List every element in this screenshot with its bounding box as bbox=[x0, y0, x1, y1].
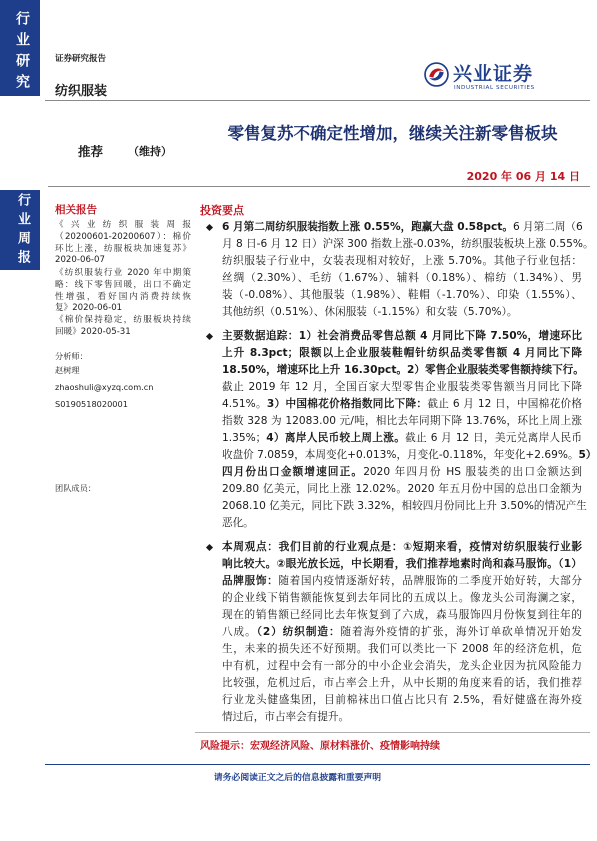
text-line bbox=[222, 430, 582, 447]
body-text: 截止 6 月 12 日，美元兑离岸人民币 bbox=[405, 432, 582, 444]
disclaimer-footer: 请务必阅读正文之后的信息披露和重要声明 bbox=[213, 773, 382, 783]
bold-text: 响比较大。②眼光放长远，中长期看，我们推荐地素时尚和森马服饰。（1） bbox=[222, 558, 582, 570]
text-line bbox=[55, 292, 191, 304]
body-text: 截止 2019 年 12 月，全国百家大型零售企业服装类零售额当月同比下降 bbox=[222, 381, 582, 393]
text-line bbox=[222, 379, 582, 396]
text-line bbox=[222, 675, 582, 692]
risk-label: 风险提示： bbox=[200, 741, 250, 752]
logo-name-cn: 兴业证券 bbox=[453, 63, 534, 85]
summary-bullet bbox=[222, 219, 594, 321]
line-text: （20200601-20200607）：棉价 bbox=[55, 231, 191, 242]
body-text: 其他纺织（0.51%）、休闲服装（-1.15%）和女装（5.70%）。 bbox=[222, 306, 518, 318]
xingye-securities-emblem-icon bbox=[424, 62, 449, 87]
line-text: 2020-06-07 bbox=[55, 255, 105, 266]
text-line bbox=[222, 396, 582, 413]
body-text: 恶化。 bbox=[222, 517, 254, 529]
text-line bbox=[222, 236, 594, 253]
sidebar-report-type-label: 行业周报 bbox=[15, 193, 30, 269]
body-text: 6 月第二周（6 bbox=[512, 221, 583, 233]
text-line bbox=[222, 515, 582, 532]
text-line bbox=[55, 255, 191, 267]
text-line bbox=[222, 481, 582, 498]
text-line bbox=[222, 658, 582, 675]
related-reports-heading: 相关报告 bbox=[55, 204, 97, 216]
text-line bbox=[222, 607, 582, 624]
industry-label: 纺织服装 bbox=[55, 84, 108, 99]
text-line bbox=[222, 219, 582, 236]
related-report-entry bbox=[55, 268, 191, 315]
text-line bbox=[222, 573, 582, 590]
body-text: 截止 6 月 12 日，中国棉花价格 bbox=[427, 398, 583, 410]
bold-text: 5） bbox=[578, 449, 597, 461]
body-text: 丝绸（2.30%）、毛纺（1.67%）、辅料（0.18%）、棉纺（1.34%）、男 bbox=[222, 272, 582, 284]
body-text: 随着海外疫情的扩张，海外订单砍单情况开始发 bbox=[340, 626, 582, 638]
text-line bbox=[55, 220, 191, 232]
summary-bullet bbox=[222, 539, 582, 726]
logo-name-en: INDUSTRIAL SECURITIES bbox=[454, 85, 535, 91]
bullet-diamond-icon bbox=[206, 544, 213, 551]
text-line bbox=[222, 641, 582, 658]
analyst-certificate: S0190518020001 bbox=[55, 399, 128, 409]
line-text: 复》2020-06-01 bbox=[55, 303, 123, 314]
line-text: 回暖》2020-05-31 bbox=[55, 326, 131, 337]
line-text: 《兴业纺织服装周报 bbox=[55, 220, 191, 230]
text-line bbox=[55, 232, 191, 244]
text-line bbox=[55, 327, 191, 339]
report-date: 2020 年 06 月 14 日 bbox=[466, 170, 580, 183]
sidebar-category-label: 行业研究 bbox=[14, 11, 30, 95]
header-divider bbox=[45, 100, 590, 101]
title-divider bbox=[48, 186, 590, 187]
body-text: 随着国内疫情逐渐好转，品牌服饰的二季度开始好转，大部分 bbox=[278, 575, 583, 587]
risk-text: 宏观经济风险、原材料涨价、疫情影响持续 bbox=[250, 741, 440, 752]
text-line bbox=[55, 303, 191, 315]
bold-text: 6 月第二周纺织服装指数上涨 0.55%，跑赢大盘 0.58pct。 bbox=[222, 221, 513, 233]
body-text: 八成。 bbox=[222, 626, 257, 638]
text-line bbox=[222, 709, 582, 726]
text-line bbox=[55, 244, 191, 256]
bold-text: （2）纺织制造： bbox=[256, 626, 341, 638]
bullet-diamond-icon bbox=[206, 224, 213, 231]
body-text: 现在的销售额已经同比去年恢复到了六成，森马服饰四月份恢复到往年的 bbox=[222, 609, 582, 621]
body-text: 中有机，过程中会有一部分的中小企业会消失，龙头企业因为抗风险能力 bbox=[222, 660, 582, 672]
body-text: 收盘价 7.0859，本周变化+0.013%，月变化-0.118%，年变化+2.69%。 bbox=[222, 449, 579, 461]
team-members-label: 团队成员： bbox=[55, 483, 96, 493]
text-line bbox=[222, 556, 582, 573]
body-text: 209.80 亿美元，同比上涨 12.02%。2020 年五月份中国的总出口金额为 bbox=[222, 483, 582, 495]
analyst-email: zhaoshuli@xyzq.com.cn bbox=[55, 382, 154, 392]
bold-text: 本周观点：我们目前的行业观点是：①短期来看，疫情对纺织服装行业影 bbox=[222, 541, 582, 553]
bullet-diamond-icon bbox=[206, 333, 213, 340]
bold-text: 主要数据追踪：1）社会消费品零售总额 4 月同比下降 7.50%，增速环比 bbox=[222, 330, 582, 342]
footer-divider bbox=[45, 764, 590, 765]
text-line bbox=[55, 315, 191, 327]
bold-text: 4）离岸人民币较上周上涨。 bbox=[266, 432, 406, 444]
text-line bbox=[222, 287, 582, 304]
bold-text: 四月份出口金额增速回正。 bbox=[222, 466, 364, 478]
risk-warning bbox=[200, 737, 440, 752]
text-line bbox=[222, 539, 582, 556]
line-text: 《纺织服装行业 2020 年中期策 bbox=[55, 268, 191, 278]
text-line bbox=[222, 624, 582, 641]
summary-heading: 投资要点 bbox=[200, 204, 244, 217]
body-text: 月 8 日-6 月 12 日）沪深 300 指数上涨-0.03%，纺织服装板块上涨 0.55%。 bbox=[222, 238, 594, 250]
risk-divider bbox=[195, 732, 590, 733]
body-text: 4.51%。 bbox=[222, 398, 267, 410]
text-line bbox=[222, 253, 582, 270]
text-line bbox=[222, 692, 582, 709]
text-line bbox=[55, 280, 191, 292]
body-text: 装（-0.08%）、其他服装（1.98%）、鞋帽（-1.70%）、印染（1.55%）、 bbox=[222, 289, 582, 301]
sidebar-report-type-block bbox=[0, 190, 40, 270]
body-text: 情过后，市占率会有提升。 bbox=[222, 711, 350, 723]
analyst-name: 赵树理 bbox=[55, 365, 80, 375]
line-text: 性增强，看好国内消费持续恢 bbox=[55, 291, 191, 302]
text-line bbox=[222, 498, 587, 515]
report-title: 零售复苏不确定性增加，继续关注新零售板块 bbox=[227, 124, 558, 143]
bold-text: 品牌服饰： bbox=[222, 575, 279, 587]
text-line bbox=[222, 328, 582, 345]
text-line bbox=[222, 304, 582, 321]
company-logo bbox=[424, 58, 554, 98]
text-line bbox=[222, 270, 582, 287]
text-line bbox=[222, 447, 597, 464]
text-line bbox=[222, 345, 582, 362]
rating-label: 推荐 bbox=[78, 144, 104, 159]
analyst-label: 分析师： bbox=[55, 351, 88, 361]
text-line bbox=[55, 268, 191, 280]
text-line bbox=[222, 590, 582, 607]
related-report-entry bbox=[55, 315, 191, 339]
text-line bbox=[222, 464, 582, 481]
body-text: 1.35%； bbox=[222, 432, 267, 444]
body-text: 比较强，危机过后，市占率会上升，从中长期的角度来看的话，我们推荐 bbox=[222, 677, 582, 689]
body-text: 指数 328 为 12083.00 元/吨，相比去年同期下降 13.76%，环比上周上涨 bbox=[222, 415, 582, 427]
related-report-entry bbox=[55, 220, 191, 267]
bold-text: 上升 8.3pct；限额以上企业服装鞋帽针纺织品类零售额 4 月同比下降 bbox=[222, 347, 582, 359]
bold-text: 18.50%，增速环比上升 16.30pct。2）零售企业服装类零售额持续下行。 bbox=[222, 364, 584, 376]
line-text: 环比上涨，纺服板块加速复苏》 bbox=[55, 243, 191, 254]
body-text: 2020 年四月份 HS 服装类的出口金额达到 bbox=[363, 466, 582, 478]
text-line bbox=[222, 413, 582, 430]
body-text: 生，未来的损失还不好预期。我们可以类比一下 2008 年的经济危机，危 bbox=[222, 643, 582, 655]
bold-text: 3）中国棉花价格指数同比下降： bbox=[266, 398, 428, 410]
rating-status: （维持） bbox=[128, 145, 172, 158]
body-text: 的企业线下销售额能恢复到去年同比的五成以上。像龙头公司海澜之家， bbox=[222, 592, 582, 604]
body-text: 纺织服装子行业中，女装表现相对较好，上涨 5.70%。其他子行业包括： bbox=[222, 255, 582, 267]
sidebar-category-block bbox=[0, 0, 40, 96]
report-type-label: 证券研究报告 bbox=[55, 54, 107, 64]
text-line bbox=[222, 362, 582, 379]
summary-bullet bbox=[222, 328, 597, 532]
line-text: 《棉价保持稳定，纺服板块持续 bbox=[55, 315, 191, 325]
line-text: 略：线下零售回暖，出口不确定 bbox=[55, 279, 191, 290]
body-text: 2068.10 亿美元，同比下跌 3.32%，相较四月份同比上升 3.50%的情况产生 bbox=[222, 500, 587, 512]
body-text: 行业龙头健盛集团，目前棉袜出口值占比只有 2.5%，看好健盛在海外疫 bbox=[222, 694, 582, 706]
